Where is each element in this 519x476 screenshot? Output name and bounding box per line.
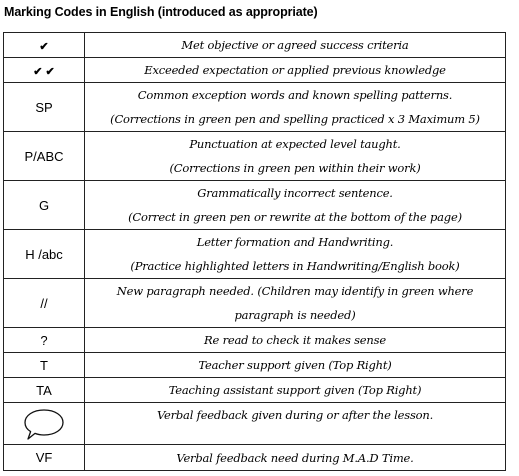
table-row — [4, 353, 506, 378]
description-cell — [85, 445, 506, 471]
code-cell: T — [4, 353, 85, 378]
code-cell: H /abc — [4, 230, 85, 279]
description-line: Verbal feedback given during or after the lesson. — [156, 408, 434, 422]
table-row — [4, 230, 506, 279]
table-row — [4, 378, 506, 403]
description-line: (Corrections in green pen within their work) — [169, 161, 421, 175]
description-line: Verbal feedback need during M.A.D Time. — [176, 450, 414, 465]
description-cell — [85, 33, 506, 58]
document-title: Marking Codes in English (introduced as appropriate) — [4, 5, 318, 19]
code-cell: G — [4, 181, 85, 230]
description-cell — [85, 328, 506, 353]
table-row — [4, 181, 506, 230]
table-row — [4, 403, 506, 445]
description-cell — [85, 353, 506, 378]
description-line: Grammatically incorrect sentence. — [197, 186, 393, 200]
description-cell — [85, 378, 506, 403]
code-cell: SP — [4, 83, 85, 132]
description-line: Exceeded expectation or applied previous knowledge — [144, 63, 446, 77]
double-tick-icon: ✔ ✔ — [33, 65, 55, 78]
description-cell — [85, 403, 506, 445]
table-row — [4, 328, 506, 353]
code-cell — [4, 58, 85, 83]
table-row — [4, 279, 506, 328]
code-cell: VF — [4, 445, 85, 471]
description-cell — [85, 279, 506, 328]
description-line: Teacher support given (Top Right) — [198, 358, 392, 372]
description-line: paragraph is needed) — [234, 308, 356, 322]
table-row — [4, 83, 506, 132]
code-cell — [4, 403, 85, 445]
marking-codes-table — [3, 32, 506, 471]
code-cell — [4, 33, 85, 58]
description-cell — [85, 132, 506, 181]
description-line: Letter formation and Handwriting. — [196, 235, 394, 249]
code-cell: // — [4, 279, 85, 328]
description-cell — [85, 230, 506, 279]
table-row — [4, 33, 506, 58]
table-row — [4, 132, 506, 181]
description-line: (Practice highlighted letters in Handwriting/English book) — [130, 259, 460, 273]
description-line: Common exception words and known spelling patterns. — [137, 88, 453, 102]
description-line: (Correct in green pen or rewrite at the bottom of the page) — [128, 210, 462, 224]
code-cell: TA — [4, 378, 85, 403]
description-line: New paragraph needed. (Children may identify in green where — [116, 284, 474, 298]
table-row — [4, 58, 506, 83]
table-row — [4, 445, 506, 471]
description-line: Punctuation at expected level taught. — [189, 137, 401, 151]
code-cell: P/ABC — [4, 132, 85, 181]
description-line: Re read to check it makes sense — [204, 333, 386, 347]
speech-bubble-icon — [22, 407, 66, 443]
description-line: Teaching assistant support given (Top Right) — [168, 383, 422, 397]
description-cell — [85, 58, 506, 83]
description-line: Met objective or agreed success criteria — [181, 38, 409, 52]
code-cell: ? — [4, 328, 85, 353]
description-line: (Corrections in green pen and spelling practiced x 3 Maximum 5) — [110, 112, 480, 126]
tick-icon: ✔ — [39, 40, 49, 53]
description-cell — [85, 181, 506, 230]
description-cell — [85, 83, 506, 132]
